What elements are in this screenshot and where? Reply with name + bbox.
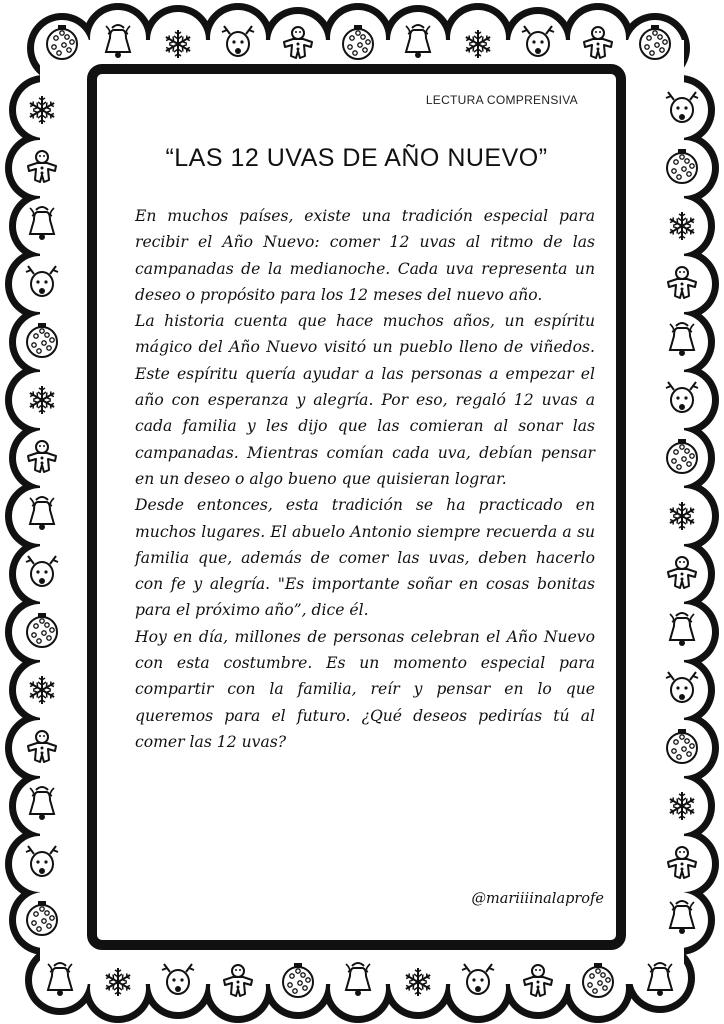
story-text (135, 203, 595, 755)
reading-panel (97, 74, 616, 940)
paragraph: Desde entonces, esta tradición se ha practicado en muchos lugares. El abuelo Antonio siempre recuerda a su familia que, además de comer las uvas, deben hacerlo con fe y alegría. "Es importante soñar en cosas bonitas para el próximo año”, dice él. (135, 496, 595, 620)
paragraph: Hoy en día, millones de personas celebran el Año Nuevo con esta costumbre. Es un momento especial para compartir con la familia, reír y pensar en lo que queremos para el futuro. ¿Qué deseos pedirías tú al comer las 12 uvas? (135, 627, 595, 751)
paragraph: En muchos países, existe una tradición especial para recibir el Año Nuevo: comer 12 uvas al ritmo de las campanadas de la medianoche. Cada uva representa un deseo o propósito para los 12 meses del nuevo año. (135, 207, 595, 304)
author-signature: @mariiiinalaprofe (471, 891, 604, 907)
page-kicker: LECTURA COMPRENSIVA (425, 93, 578, 107)
paragraph: La historia cuenta que hace muchos años, un espíritu mágico del Año Nuevo visitó un pueblo lleno de viñedos. Este espíritu quería ayudar a las personas a empezar el año con esperanza y alegría. Por eso, regaló 12 uvas a cada familia y les dijo que las comieran al sonar las campanadas. Mientras comían cada uva, debían pensar en un deseo o algo bueno que quisieran lograr. (135, 312, 595, 488)
page-title: “LAS 12 UVAS DE AÑO NUEVO” (165, 144, 548, 172)
